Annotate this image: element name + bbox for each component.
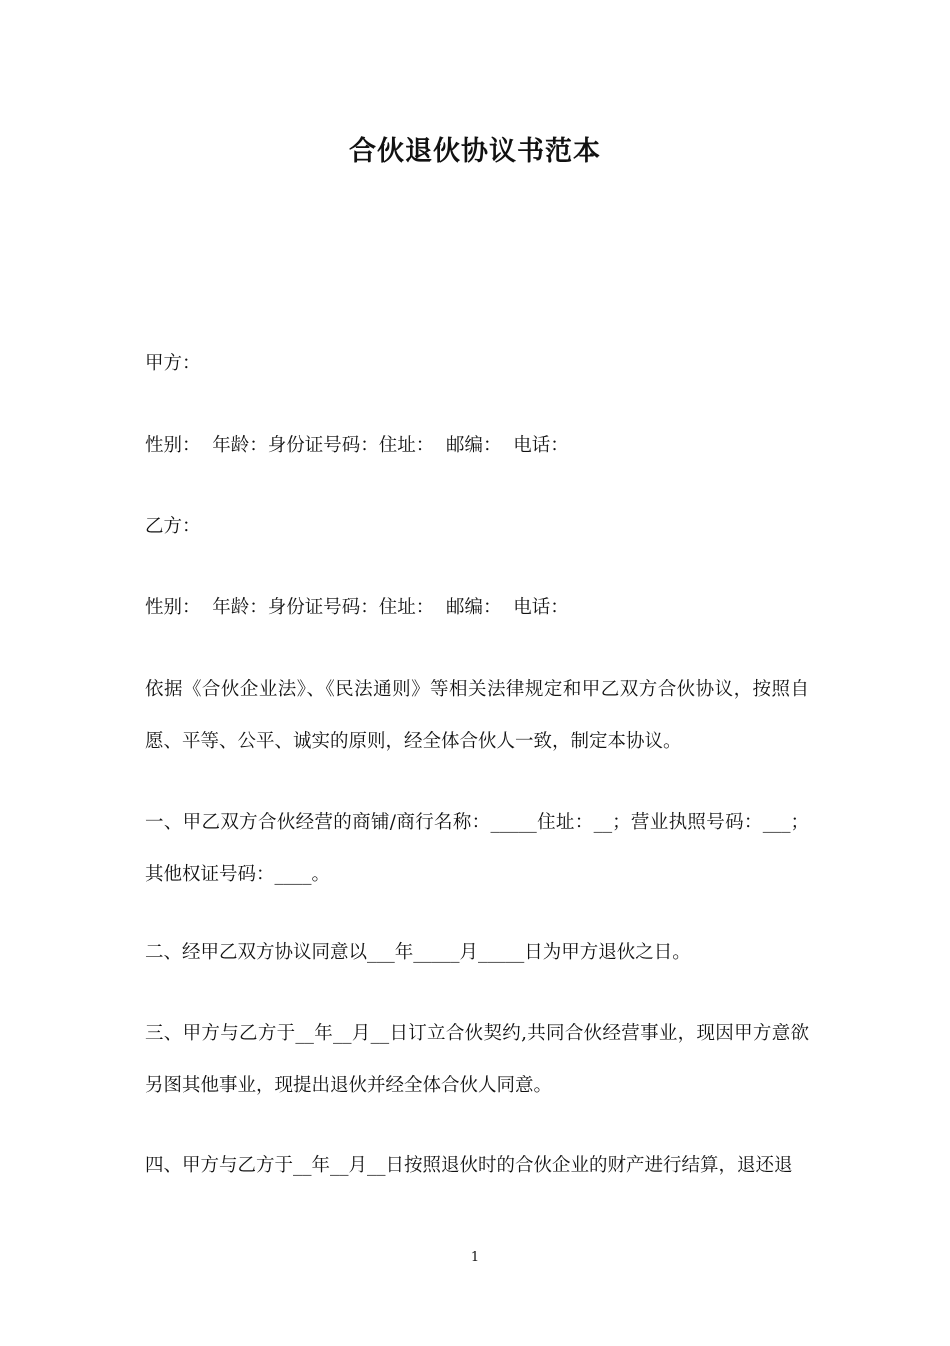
page-number: 1 <box>470 1250 480 1265</box>
party-a-details: 性别： 年龄：身份证号码：住址： 邮编： 电话： <box>145 435 569 456</box>
document-title: 合伙退伙协议书范本 <box>349 136 601 167</box>
party-b-label: 乙方： <box>145 516 201 537</box>
clause-three: 三、甲方与乙方于__年__月__日订立合伙契约,共同合伙经营事业，现因甲方意欲另图其他事业，现提出退伙并经全体合伙人同意。 <box>145 1023 809 1096</box>
clause-four: 四、甲方与乙方于__年__月__日按照退伙时的合伙企业的财产进行结算，退还退 <box>145 1155 793 1176</box>
clause-one: 一、甲乙双方合伙经营的商铺/商行名称：_____住址：__；营业执照号码：___；其他权证号码：____。 <box>145 812 809 885</box>
clause-two: 二、经甲乙双方协议同意以___年_____月_____日为甲方退伙之日。 <box>145 942 691 963</box>
legal-basis-paragraph: 依据《合伙企业法》、《民法通则》等相关法律规定和甲乙双方合伙协议，按照自愿、平等、公平、诚实的原则，经全体合伙人一致，制定本协议。 <box>145 679 809 752</box>
party-a-label: 甲方： <box>145 353 201 374</box>
party-b-details: 性别： 年龄：身份证号码：住址： 邮编： 电话： <box>145 597 569 618</box>
